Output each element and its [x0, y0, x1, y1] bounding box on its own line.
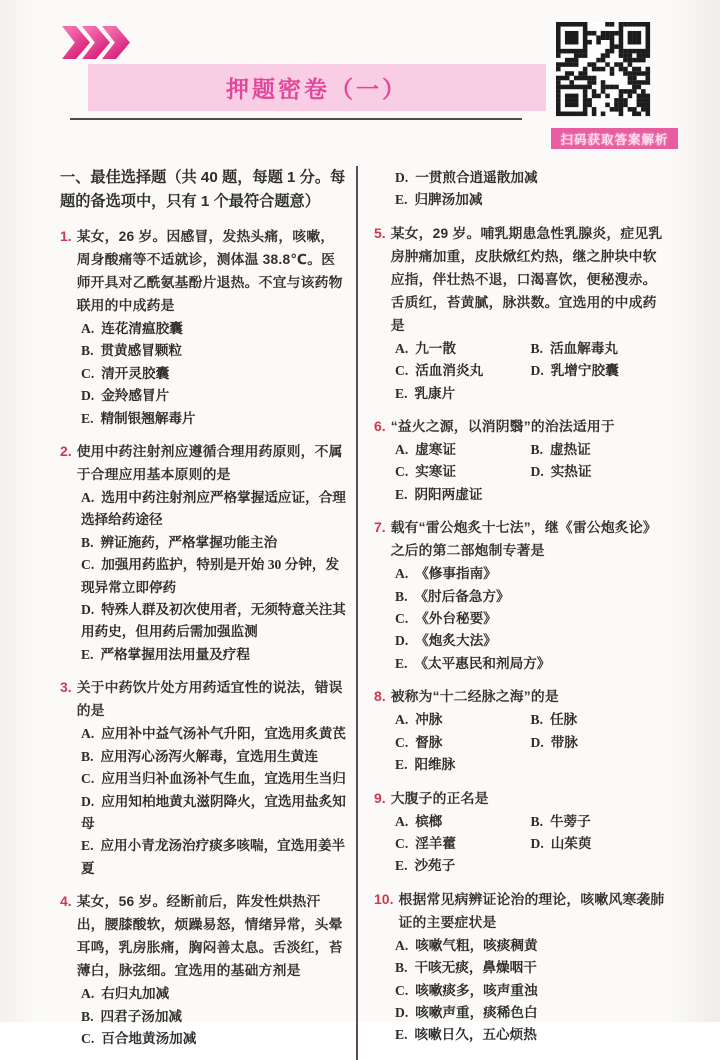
option-row — [81, 385, 348, 407]
option-label: C. — [81, 365, 95, 381]
option-row — [395, 167, 666, 189]
option-label: E. — [395, 486, 408, 502]
option-row — [81, 318, 348, 340]
option-label: B. — [81, 1008, 94, 1024]
question-stem: 被称为“十二经脉之海”的是 — [390, 689, 559, 705]
option-label: B. — [81, 343, 94, 359]
option-text: 活血解毒丸 — [549, 340, 618, 356]
options-group — [395, 709, 666, 776]
option-row — [395, 338, 531, 360]
option-text: 一贯煎合逍遥散加减 — [415, 170, 538, 185]
question-number: 9. — [374, 789, 386, 806]
option-label: C. — [395, 835, 409, 851]
option-text: 咳嗽痰多，咳声重浊 — [415, 982, 538, 998]
question-stem: 根据常见病辨证论治的理论，咳嗽风寒袭肺证的主要症状是 — [398, 891, 665, 930]
option-text: 清开灵胶囊 — [101, 365, 170, 381]
option-row — [81, 768, 348, 790]
option-label: D. — [395, 1004, 409, 1020]
option-row — [531, 360, 667, 382]
option-row — [395, 383, 531, 405]
question-header — [374, 787, 666, 810]
option-label: A. — [81, 490, 95, 506]
option-row — [395, 732, 531, 754]
question-header — [374, 516, 666, 562]
question-number: 3. — [60, 679, 72, 696]
option-label: A. — [395, 937, 409, 953]
question-header — [374, 888, 666, 934]
option-row — [531, 709, 667, 731]
option-text: 四君子汤加减 — [100, 1008, 183, 1024]
options-group — [81, 983, 348, 1050]
option-row — [81, 723, 348, 745]
option-label: E. — [81, 838, 94, 854]
question-block — [374, 787, 666, 878]
option-row — [395, 811, 531, 833]
options-group — [81, 723, 348, 880]
option-text: 实热证 — [550, 464, 592, 480]
option-row — [81, 363, 348, 385]
option-row — [395, 957, 666, 979]
question-header — [60, 890, 348, 982]
option-text: 严格掌握用法用量及疗程 — [100, 646, 250, 662]
option-text: 应用知柏地黄丸滋阴降火，宜选用盐炙知母 — [81, 793, 346, 831]
option-row — [395, 586, 666, 608]
option-text: 虚寒证 — [415, 442, 456, 458]
option-text: 虚热证 — [549, 442, 591, 458]
option-row — [81, 532, 348, 554]
question-header — [374, 222, 666, 337]
option-row — [81, 835, 348, 880]
option-text: 阳维脉 — [414, 757, 456, 773]
option-text: 特殊人群及初次使用者，无须特意关注其用药史，但用药后需加强监测 — [81, 602, 346, 640]
option-label: B. — [530, 340, 543, 356]
option-text: 乳康片 — [414, 385, 456, 401]
option-row — [395, 709, 531, 731]
option-text: 应用泻心汤泻火解毒，宜选用生黄连 — [100, 748, 318, 764]
question-stem: 关于中药饮片处方用药适宜性的说法，错误的是 — [76, 680, 343, 719]
question-header — [60, 676, 348, 722]
options-group — [395, 167, 666, 212]
option-text: 《修事指南》 — [415, 566, 497, 582]
question-number: 4. — [60, 893, 72, 910]
options-group — [395, 935, 666, 1047]
option-text: 带脉 — [550, 734, 578, 750]
option-label: C. — [395, 982, 409, 998]
option-label: A. — [395, 442, 409, 458]
option-row — [395, 935, 666, 957]
option-row — [531, 461, 667, 483]
question-block — [60, 225, 348, 430]
option-label: C. — [81, 557, 95, 573]
option-text: 乳增宁胶囊 — [550, 363, 619, 379]
option-label: C. — [395, 363, 409, 379]
options-group — [81, 487, 348, 666]
option-row — [395, 833, 531, 855]
option-row — [81, 487, 348, 532]
question-number: 10. — [374, 890, 394, 907]
option-row — [81, 408, 348, 430]
question-block — [374, 888, 666, 1047]
option-label: E. — [395, 1027, 408, 1043]
option-text: 督脉 — [415, 734, 443, 750]
option-label: B. — [530, 712, 543, 728]
option-label: C. — [395, 464, 409, 480]
option-row — [81, 746, 348, 768]
option-row — [395, 563, 666, 585]
option-label: A. — [395, 813, 409, 829]
question-continuation — [374, 167, 666, 212]
question-stem: 某女，56 岁。经断前后，阵发性烘热汗出，腰膝酸软，烦躁易怒，情绪异常，头晕耳鸣，乳房胀痛，胸闷善太息。舌淡红，苔薄白，脉弦细。宜选用的基础方剂是 — [76, 894, 343, 979]
exam-content — [60, 166, 666, 1060]
option-label: B. — [530, 813, 543, 829]
option-label: D. — [530, 363, 544, 379]
option-row — [81, 340, 348, 362]
option-label: E. — [395, 858, 408, 874]
option-row — [395, 1024, 666, 1046]
qr-caption: 扫码获取答案解析 — [551, 128, 678, 149]
option-text: 连花清瘟胶囊 — [101, 321, 183, 336]
option-text: 九一散 — [415, 340, 456, 356]
question-stem: 载有“雷公炮炙十七法”，继《雷公炮炙论》之后的第二部炮制专著是 — [390, 520, 657, 559]
option-text: 实寒证 — [415, 464, 456, 480]
option-row — [395, 1002, 666, 1024]
option-row — [395, 754, 531, 776]
option-label: A. — [81, 726, 95, 742]
option-label: A. — [395, 340, 409, 356]
question-number: 2. — [60, 443, 72, 460]
option-label: C. — [395, 734, 409, 750]
options-group — [81, 318, 348, 430]
option-text: 咳嗽气粗，咳痰稠黄 — [415, 937, 538, 953]
option-label: E. — [395, 192, 408, 208]
option-row — [531, 811, 667, 833]
option-row — [81, 1006, 348, 1028]
option-row — [81, 644, 348, 666]
question-header — [374, 415, 666, 438]
header-rule — [70, 118, 522, 120]
option-text: 金羚感冒片 — [101, 388, 170, 404]
option-text: 活血消炎丸 — [415, 363, 484, 379]
option-text: 咳嗽声重，痰稀色白 — [415, 1004, 538, 1020]
option-label: B. — [81, 748, 94, 764]
option-row — [395, 980, 666, 1002]
option-row — [395, 360, 531, 382]
option-text: 辨证施药，严格掌握功能主治 — [100, 534, 278, 550]
option-label: A. — [81, 321, 95, 336]
option-label: B. — [395, 960, 408, 976]
question-number: 7. — [374, 519, 386, 536]
option-text: 《炮炙大法》 — [415, 633, 497, 649]
option-label: B. — [395, 588, 408, 604]
option-label: C. — [81, 771, 95, 787]
option-label: D. — [530, 835, 544, 851]
option-text: 应用补中益气汤补气升阳，宜选用炙黄芪 — [101, 726, 346, 742]
qr-code — [556, 22, 650, 116]
option-row — [395, 630, 666, 652]
title-banner — [88, 64, 546, 111]
option-label: A. — [81, 986, 95, 1002]
chevron-right-icon — [62, 26, 90, 59]
question-stem: 使用中药注射剂应遵循合理用药原则，不属于合理应用基本原则的是 — [76, 444, 343, 483]
option-text: 加强用药监护，特别是开始 30 分钟，发现异常立即停药 — [81, 557, 340, 595]
column-divider — [356, 166, 358, 1060]
option-text: 咳嗽日久，五心烦热 — [414, 1027, 537, 1043]
option-label: C. — [395, 611, 409, 627]
option-text: 牛蒡子 — [549, 813, 591, 829]
option-text: 槟榔 — [415, 813, 443, 829]
option-row — [395, 484, 531, 506]
question-block — [374, 415, 666, 506]
question-stem: 大腹子的正名是 — [390, 790, 489, 806]
option-text: 选用中药注射剂应严格掌握适应证，合理选择给药途径 — [81, 490, 346, 528]
option-row — [531, 732, 667, 754]
question-number: 8. — [374, 688, 386, 705]
option-row — [395, 461, 531, 483]
options-group — [395, 439, 666, 506]
option-text: 《太平惠民和剂局方》 — [414, 655, 551, 671]
option-text: 百合地黄汤加减 — [101, 1030, 197, 1046]
question-number: 5. — [374, 224, 386, 241]
option-text: 沙苑子 — [414, 858, 456, 874]
page-title: 押题密卷（一） — [226, 76, 408, 102]
question-block — [374, 222, 666, 405]
option-text: 贯黄感冒颗粒 — [100, 343, 183, 359]
question-stem: 某女，29 岁。哺乳期患急性乳腺炎，症见乳房肿痛加重，皮肤焮红灼热，继之肿块中软应指，伴壮热不退，口渴喜饮，便秘溲赤。舌质红，苔黄腻，脉洪数。宜选用的中成药是 — [390, 225, 663, 333]
option-row — [395, 608, 666, 630]
option-label: C. — [81, 1030, 95, 1046]
option-text: 淫羊藿 — [415, 835, 456, 851]
question-block — [374, 685, 666, 776]
section-header: 一、最佳选择题（共 40 题，每题 1 分。每题的备选项中，只有 1 个最符合题意） — [60, 169, 346, 210]
option-text: 《外台秘要》 — [415, 611, 497, 627]
right-column — [374, 166, 666, 1060]
option-label: D. — [395, 170, 409, 185]
question-header — [60, 440, 348, 486]
question-header — [60, 225, 348, 317]
question-block — [60, 440, 348, 666]
chevrons-icon — [62, 26, 122, 59]
option-label: D. — [395, 633, 409, 649]
option-text: 应用当归补血汤补气生血，宜选用生当归 — [101, 771, 346, 787]
options-group — [395, 338, 666, 405]
option-label: B. — [530, 442, 543, 458]
option-row — [531, 833, 667, 855]
option-text: 精制银翘解毒片 — [100, 410, 196, 426]
option-label: D. — [530, 464, 544, 480]
option-row — [395, 653, 666, 675]
option-row — [81, 791, 348, 836]
question-stem: “益火之源，以消阴翳”的治法适用于 — [390, 419, 615, 435]
option-label: A. — [395, 566, 409, 582]
option-label: D. — [81, 793, 95, 809]
question-block — [374, 516, 666, 675]
option-text: 阴阳两虚证 — [414, 486, 483, 502]
option-text: 冲脉 — [415, 712, 443, 728]
question-number: 6. — [374, 418, 386, 435]
option-row — [395, 189, 666, 211]
option-label: A. — [395, 712, 409, 728]
option-row — [81, 1028, 348, 1050]
question-block — [60, 676, 348, 880]
question-block — [60, 890, 348, 1050]
option-row — [395, 439, 531, 461]
option-text: 右归丸加减 — [101, 986, 170, 1002]
option-label: E. — [395, 385, 408, 401]
option-label: E. — [395, 757, 408, 773]
option-text: 任脉 — [549, 712, 578, 728]
left-column — [60, 166, 348, 1060]
option-label: B. — [81, 534, 94, 550]
option-label: E. — [81, 646, 94, 662]
option-row — [81, 554, 348, 599]
options-group — [395, 811, 666, 878]
option-text: 干咳无痰，鼻燥咽干 — [414, 960, 537, 976]
options-group — [395, 563, 666, 675]
option-row — [531, 439, 667, 461]
option-text: 归脾汤加减 — [414, 192, 483, 208]
question-header — [374, 685, 666, 708]
option-text: 山茱萸 — [550, 835, 592, 851]
option-label: E. — [395, 655, 408, 671]
option-text: 应用小青龙汤治疗痰多咳喘，宜选用姜半夏 — [81, 838, 346, 876]
question-number: 1. — [60, 228, 72, 244]
option-row — [81, 983, 348, 1005]
option-label: E. — [81, 410, 94, 426]
option-label: D. — [81, 602, 95, 618]
option-label: D. — [81, 388, 95, 404]
option-row — [395, 855, 531, 877]
option-label: D. — [530, 734, 544, 750]
option-row — [531, 338, 667, 360]
option-text: 《肘后备急方》 — [414, 588, 510, 604]
question-stem: 某女，26 岁。因感冒，发热头痛，咳嗽，周身酸痛等不适就诊，测体温 38.8℃。医师开具对乙酰氨基酚片退热。不宜与该药物联用的中成药是 — [76, 229, 343, 313]
option-row — [81, 599, 348, 644]
